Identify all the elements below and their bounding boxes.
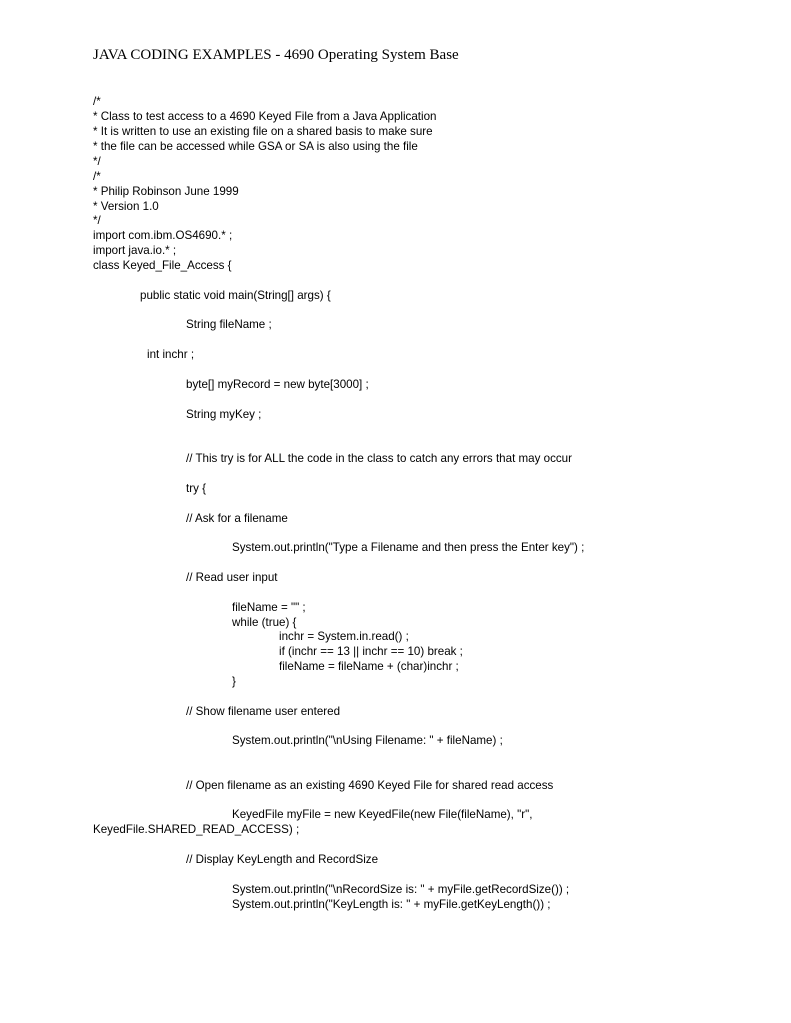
code-line: System.out.println("\nUsing Filename: " + fileName) ;: [232, 734, 503, 747]
code-line: // Read user input: [186, 571, 278, 584]
code-line: KeyedFile myFile = new KeyedFile(new File(fileName), "r",: [232, 808, 533, 821]
code-line: // Open filename as an existing 4690 Keyed File for shared read access: [186, 779, 554, 792]
code-line: KeyedFile.SHARED_READ_ACCESS) ;: [93, 823, 300, 836]
code-line: /*: [93, 170, 101, 183]
code-line: String myKey ;: [186, 408, 262, 421]
code-line: try {: [186, 482, 206, 495]
code-line: import java.io.* ;: [93, 244, 177, 257]
code-line: // Display KeyLength and RecordSize: [186, 853, 379, 866]
code-line: System.out.println("KeyLength is: " + myFile.getKeyLength()) ;: [232, 898, 551, 911]
code-line: if (inchr == 13 || inchr == 10) break ;: [279, 645, 463, 658]
code-line: while (true) {: [232, 616, 297, 629]
code-line: * the file can be accessed while GSA or SA is also using the file: [93, 140, 418, 153]
code-line: * Version 1.0: [93, 200, 159, 213]
code-line: public static void main(String[] args) {: [140, 289, 331, 302]
code-line: System.out.println("Type a Filename and then press the Enter key") ;: [232, 541, 585, 554]
code-line: */: [93, 214, 101, 227]
code-line: fileName = fileName + (char)inchr ;: [279, 660, 459, 673]
code-line: */: [93, 155, 101, 168]
code-line: inchr = System.in.read() ;: [279, 630, 409, 643]
code-line: // Ask for a filename: [186, 512, 288, 525]
code-line: * It is written to use an existing file on a shared basis to make sure: [93, 125, 433, 138]
code-line: }: [232, 675, 236, 688]
code-line: // This try is for ALL the code in the class to catch any errors that may occur: [186, 452, 572, 465]
code-line: * Philip Robinson June 1999: [93, 185, 239, 198]
code-line: fileName = "" ;: [232, 601, 306, 614]
code-line: int inchr ;: [147, 348, 195, 361]
code-line: // Show filename user entered: [186, 705, 341, 718]
code-line: * Class to test access to a 4690 Keyed File from a Java Application: [93, 110, 437, 123]
page-header: JAVA CODING EXAMPLES - 4690 Operating System Base: [93, 47, 459, 63]
code-line: class Keyed_File_Access {: [93, 259, 232, 272]
code-line: import com.ibm.OS4690.* ;: [93, 229, 233, 242]
code-line: String fileName ;: [186, 318, 272, 331]
code-line: System.out.println("\nRecordSize is: " + myFile.getRecordSize()) ;: [232, 883, 570, 896]
code-line: /*: [93, 95, 101, 108]
code-line: byte[] myRecord = new byte[3000] ;: [186, 378, 369, 391]
